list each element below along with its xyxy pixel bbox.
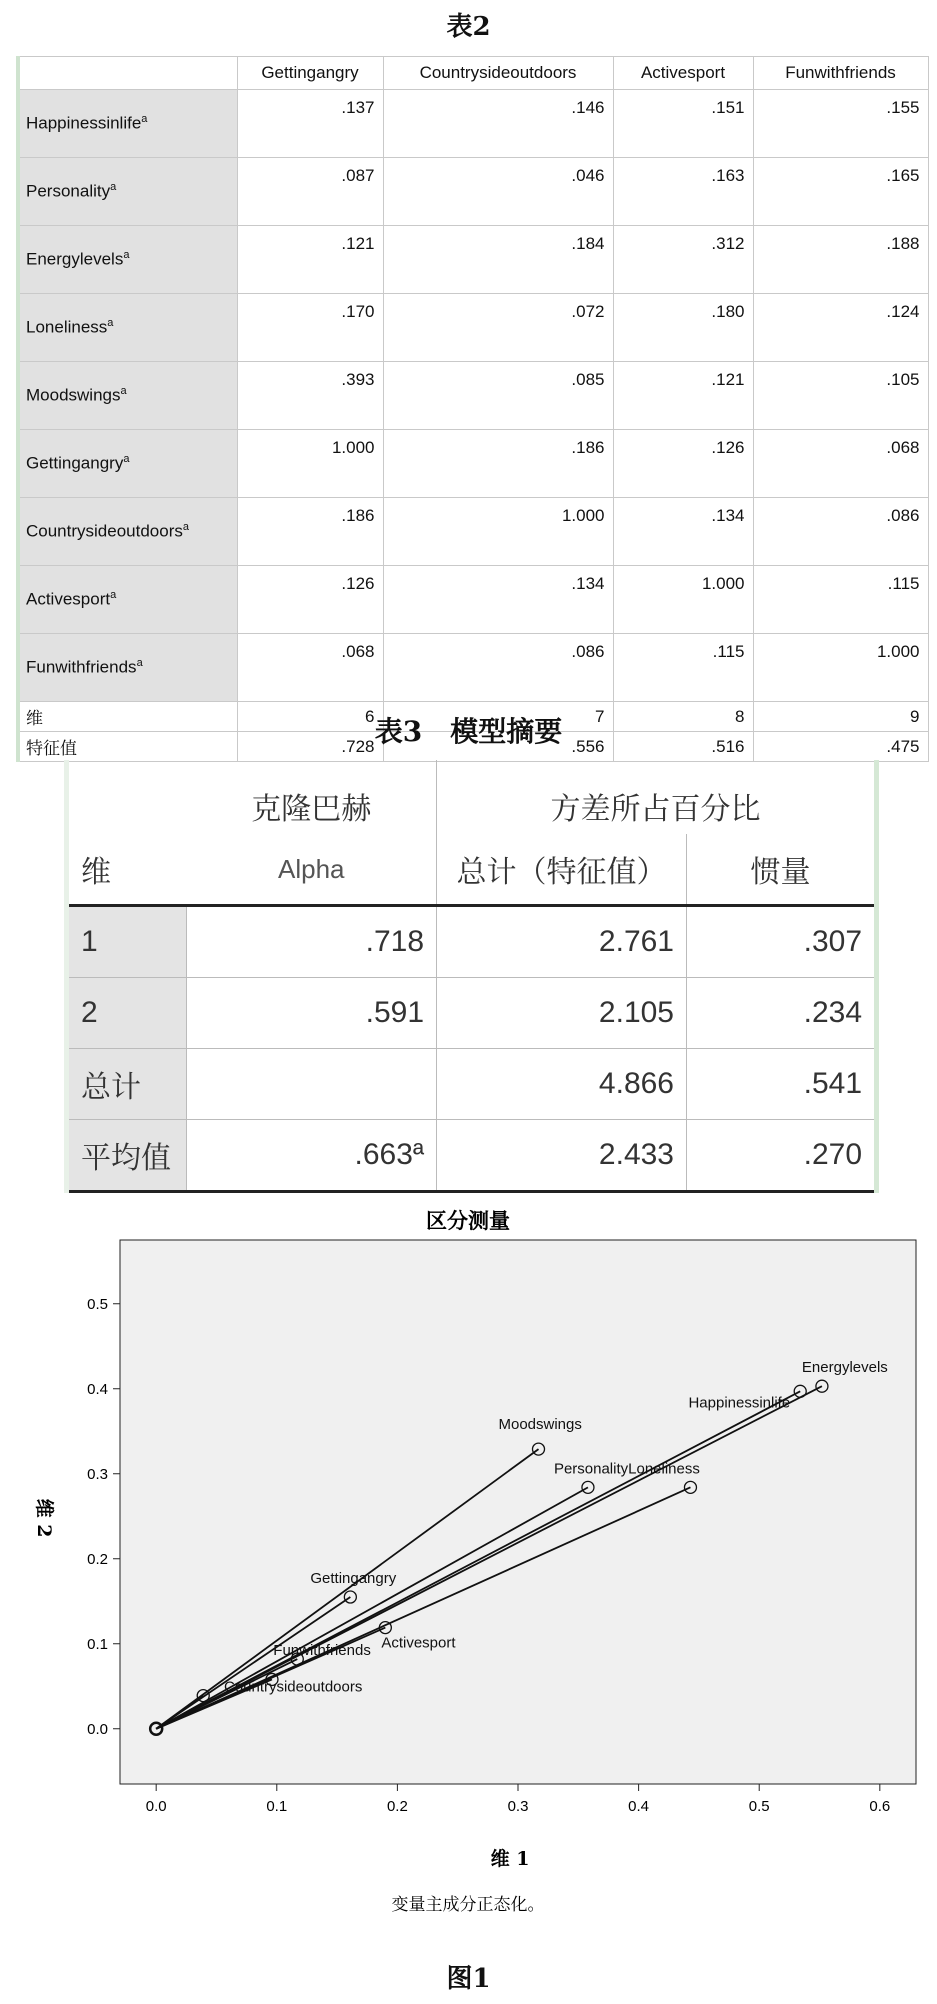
- table-cell: .068: [753, 430, 928, 498]
- table-cell: .086: [383, 634, 613, 702]
- table-row: [18, 430, 928, 498]
- row-header: [18, 430, 237, 498]
- table-cell: .475: [753, 732, 928, 762]
- x-tick-label: 0.0: [145, 1798, 167, 1815]
- total-cell: 2.105: [437, 978, 687, 1049]
- row-header: [18, 498, 237, 566]
- table-cell: .516: [613, 732, 753, 762]
- table-cell: 1.000: [237, 430, 383, 498]
- discrimination-measures-chart: [0, 1198, 937, 1958]
- table-cell: 8: [613, 702, 753, 732]
- superscript-a: a: [120, 385, 127, 398]
- y-tick-label: 0.0: [87, 1720, 108, 1738]
- table-cell: .165: [753, 158, 928, 226]
- column-header: Activesport: [613, 57, 753, 90]
- table-row: [18, 158, 928, 226]
- y-tick-label: 0.4: [87, 1380, 108, 1398]
- table-cell: .134: [383, 566, 613, 634]
- row-header: [18, 90, 237, 158]
- y-tick-label: 0.2: [87, 1550, 108, 1568]
- table-cell: .556: [383, 732, 613, 762]
- table-cell: .151: [613, 90, 753, 158]
- table-row: [18, 226, 928, 294]
- table-cell: .105: [753, 362, 928, 430]
- y-tick-label: 0.5: [87, 1295, 108, 1313]
- table-row: [18, 90, 928, 158]
- table-cell: 1.000: [383, 498, 613, 566]
- superscript-a: a: [136, 657, 143, 670]
- table-cell: .312: [613, 226, 753, 294]
- point-label: Energylevels: [801, 1359, 888, 1377]
- row-label: Gettingangry: [26, 453, 124, 473]
- row-label: Moodswings: [26, 385, 121, 405]
- table-row: [18, 294, 928, 362]
- row-header: [18, 158, 237, 226]
- row-header: 平均值: [67, 1120, 187, 1192]
- row-header: [18, 634, 237, 702]
- table-row: [67, 978, 877, 1049]
- x-tick-label: 0.3: [507, 1798, 529, 1815]
- table-cell: .068: [237, 634, 383, 702]
- table-cell: .134: [613, 498, 753, 566]
- table-cell: .180: [613, 294, 753, 362]
- y-axis-label: 维 2: [33, 1498, 55, 1538]
- table-3: [64, 760, 879, 1193]
- table-3-caption: 表3 模型摘要: [374, 715, 563, 748]
- table-cell: .072: [383, 294, 613, 362]
- point-label: Moodswings: [498, 1416, 582, 1434]
- table-cell: .121: [237, 226, 383, 294]
- table-2-caption: 表2: [446, 12, 491, 42]
- superscript-a: a: [182, 521, 189, 534]
- table-cell: .121: [613, 362, 753, 430]
- x-tick-label: 0.2: [386, 1798, 408, 1815]
- y-tick-label: 0.3: [87, 1465, 108, 1483]
- inertia-cell: .270: [687, 1120, 877, 1192]
- header-dimension: 维: [67, 834, 187, 906]
- row-header: 特征值: [18, 732, 237, 762]
- table-cell: .115: [613, 634, 753, 702]
- alpha-cell: .718: [187, 906, 437, 978]
- inertia-cell: .541: [687, 1049, 877, 1120]
- table-3-header-row-2: [67, 834, 877, 906]
- point-label: Activesport: [381, 1634, 456, 1652]
- table-row: [67, 906, 877, 978]
- table-cell: .086: [753, 498, 928, 566]
- table-cell: .115: [753, 566, 928, 634]
- header-cronbach: 克隆巴赫: [187, 760, 437, 834]
- x-tick-label: 0.6: [869, 1798, 891, 1815]
- row-label: Happinessinlife: [26, 113, 142, 133]
- alpha-cell: .663ª: [187, 1120, 437, 1192]
- row-header: 维: [18, 702, 237, 732]
- alpha-cell: .591: [187, 978, 437, 1049]
- table-cell: .170: [237, 294, 383, 362]
- table-2-header-row: [18, 57, 928, 90]
- x-tick-label: 0.5: [748, 1798, 770, 1815]
- point-label: Funwithfriends: [273, 1642, 371, 1660]
- table-cell: 1.000: [753, 634, 928, 702]
- table-cell: 6: [237, 702, 383, 732]
- y-tick-label: 0.1: [87, 1635, 108, 1653]
- point-label: Happinessinlife: [688, 1394, 791, 1412]
- row-header: 2: [67, 978, 187, 1049]
- table-cell: .186: [237, 498, 383, 566]
- chart-title: 区分测量: [426, 1208, 510, 1233]
- x-axis-label: 维 1: [490, 1848, 530, 1870]
- row-header: [18, 362, 237, 430]
- superscript-a: a: [107, 317, 114, 330]
- row-header: 总计: [67, 1049, 187, 1120]
- row-header: [18, 294, 237, 362]
- table-3-body: [67, 906, 877, 1192]
- table-cell: .126: [237, 566, 383, 634]
- table-cell: .155: [753, 90, 928, 158]
- table-row: [18, 566, 928, 634]
- header-inertia: 惯量: [687, 834, 877, 906]
- row-label: Personality: [26, 181, 111, 201]
- column-header: Gettingangry: [237, 57, 383, 90]
- table-cell: 1.000: [613, 566, 753, 634]
- table-cell: 7: [383, 702, 613, 732]
- table-cell: .087: [237, 158, 383, 226]
- table-3-header-row-1: [67, 760, 877, 834]
- superscript-a: a: [123, 453, 130, 466]
- header-alpha: Alpha: [187, 834, 437, 906]
- inertia-cell: .307: [687, 906, 877, 978]
- superscript-a: a: [123, 249, 130, 262]
- table-cell: .188: [753, 226, 928, 294]
- table-cell: .085: [383, 362, 613, 430]
- plot-area: [120, 1240, 916, 1784]
- table-2: [16, 56, 929, 762]
- row-label: Countrysideoutdoors: [26, 521, 183, 541]
- row-header: [18, 566, 237, 634]
- table-row: [18, 362, 928, 430]
- table-cell: .163: [613, 158, 753, 226]
- figure-note: 变量主成分正态化。: [391, 1895, 545, 1915]
- x-tick-label: 0.4: [628, 1798, 650, 1815]
- table-cell: .393: [237, 362, 383, 430]
- table-row: [18, 634, 928, 702]
- inertia-cell: .234: [687, 978, 877, 1049]
- total-cell: 4.866: [437, 1049, 687, 1120]
- total-cell: 2.433: [437, 1120, 687, 1192]
- row-label: Loneliness: [26, 317, 108, 337]
- point-label: Gettingangry: [310, 1570, 397, 1587]
- table-2-body: [18, 90, 928, 762]
- superscript-a: a: [141, 113, 148, 126]
- table-cell: .137: [237, 90, 383, 158]
- table-cell: 9: [753, 702, 928, 732]
- table-row: [67, 1049, 877, 1120]
- table-row: [18, 498, 928, 566]
- superscript-a: a: [110, 181, 117, 194]
- total-cell: 2.761: [437, 906, 687, 978]
- column-header: Countrysideoutdoors: [383, 57, 613, 90]
- row-label: Activesport: [26, 589, 111, 609]
- table-cell: .728: [237, 732, 383, 762]
- figure-1-caption: 图1: [446, 1964, 491, 1994]
- row-header: [18, 226, 237, 294]
- table-row: [67, 1120, 877, 1192]
- x-tick-label: 0.1: [266, 1798, 288, 1815]
- superscript-a: a: [110, 589, 117, 602]
- table-cell: .184: [383, 226, 613, 294]
- header-variance-percent: 方差所占百分比: [550, 793, 761, 826]
- table-cell: .046: [383, 158, 613, 226]
- table-cell: .126: [613, 430, 753, 498]
- table-2-corner: [18, 57, 237, 90]
- alpha-cell: [187, 1049, 437, 1120]
- point-label: Countrysideoutdoors: [223, 1678, 363, 1696]
- header-total-eigen: 总计（特征值）: [437, 834, 687, 906]
- point-label: PersonalityLoneliness: [553, 1460, 700, 1478]
- row-header: 1: [67, 906, 187, 978]
- row-label: Funwithfriends: [26, 657, 137, 677]
- column-header: Funwithfriends: [753, 57, 928, 90]
- row-label: Energylevels: [26, 249, 124, 269]
- table-cell: .186: [383, 430, 613, 498]
- table-cell: .146: [383, 90, 613, 158]
- table-cell: .124: [753, 294, 928, 362]
